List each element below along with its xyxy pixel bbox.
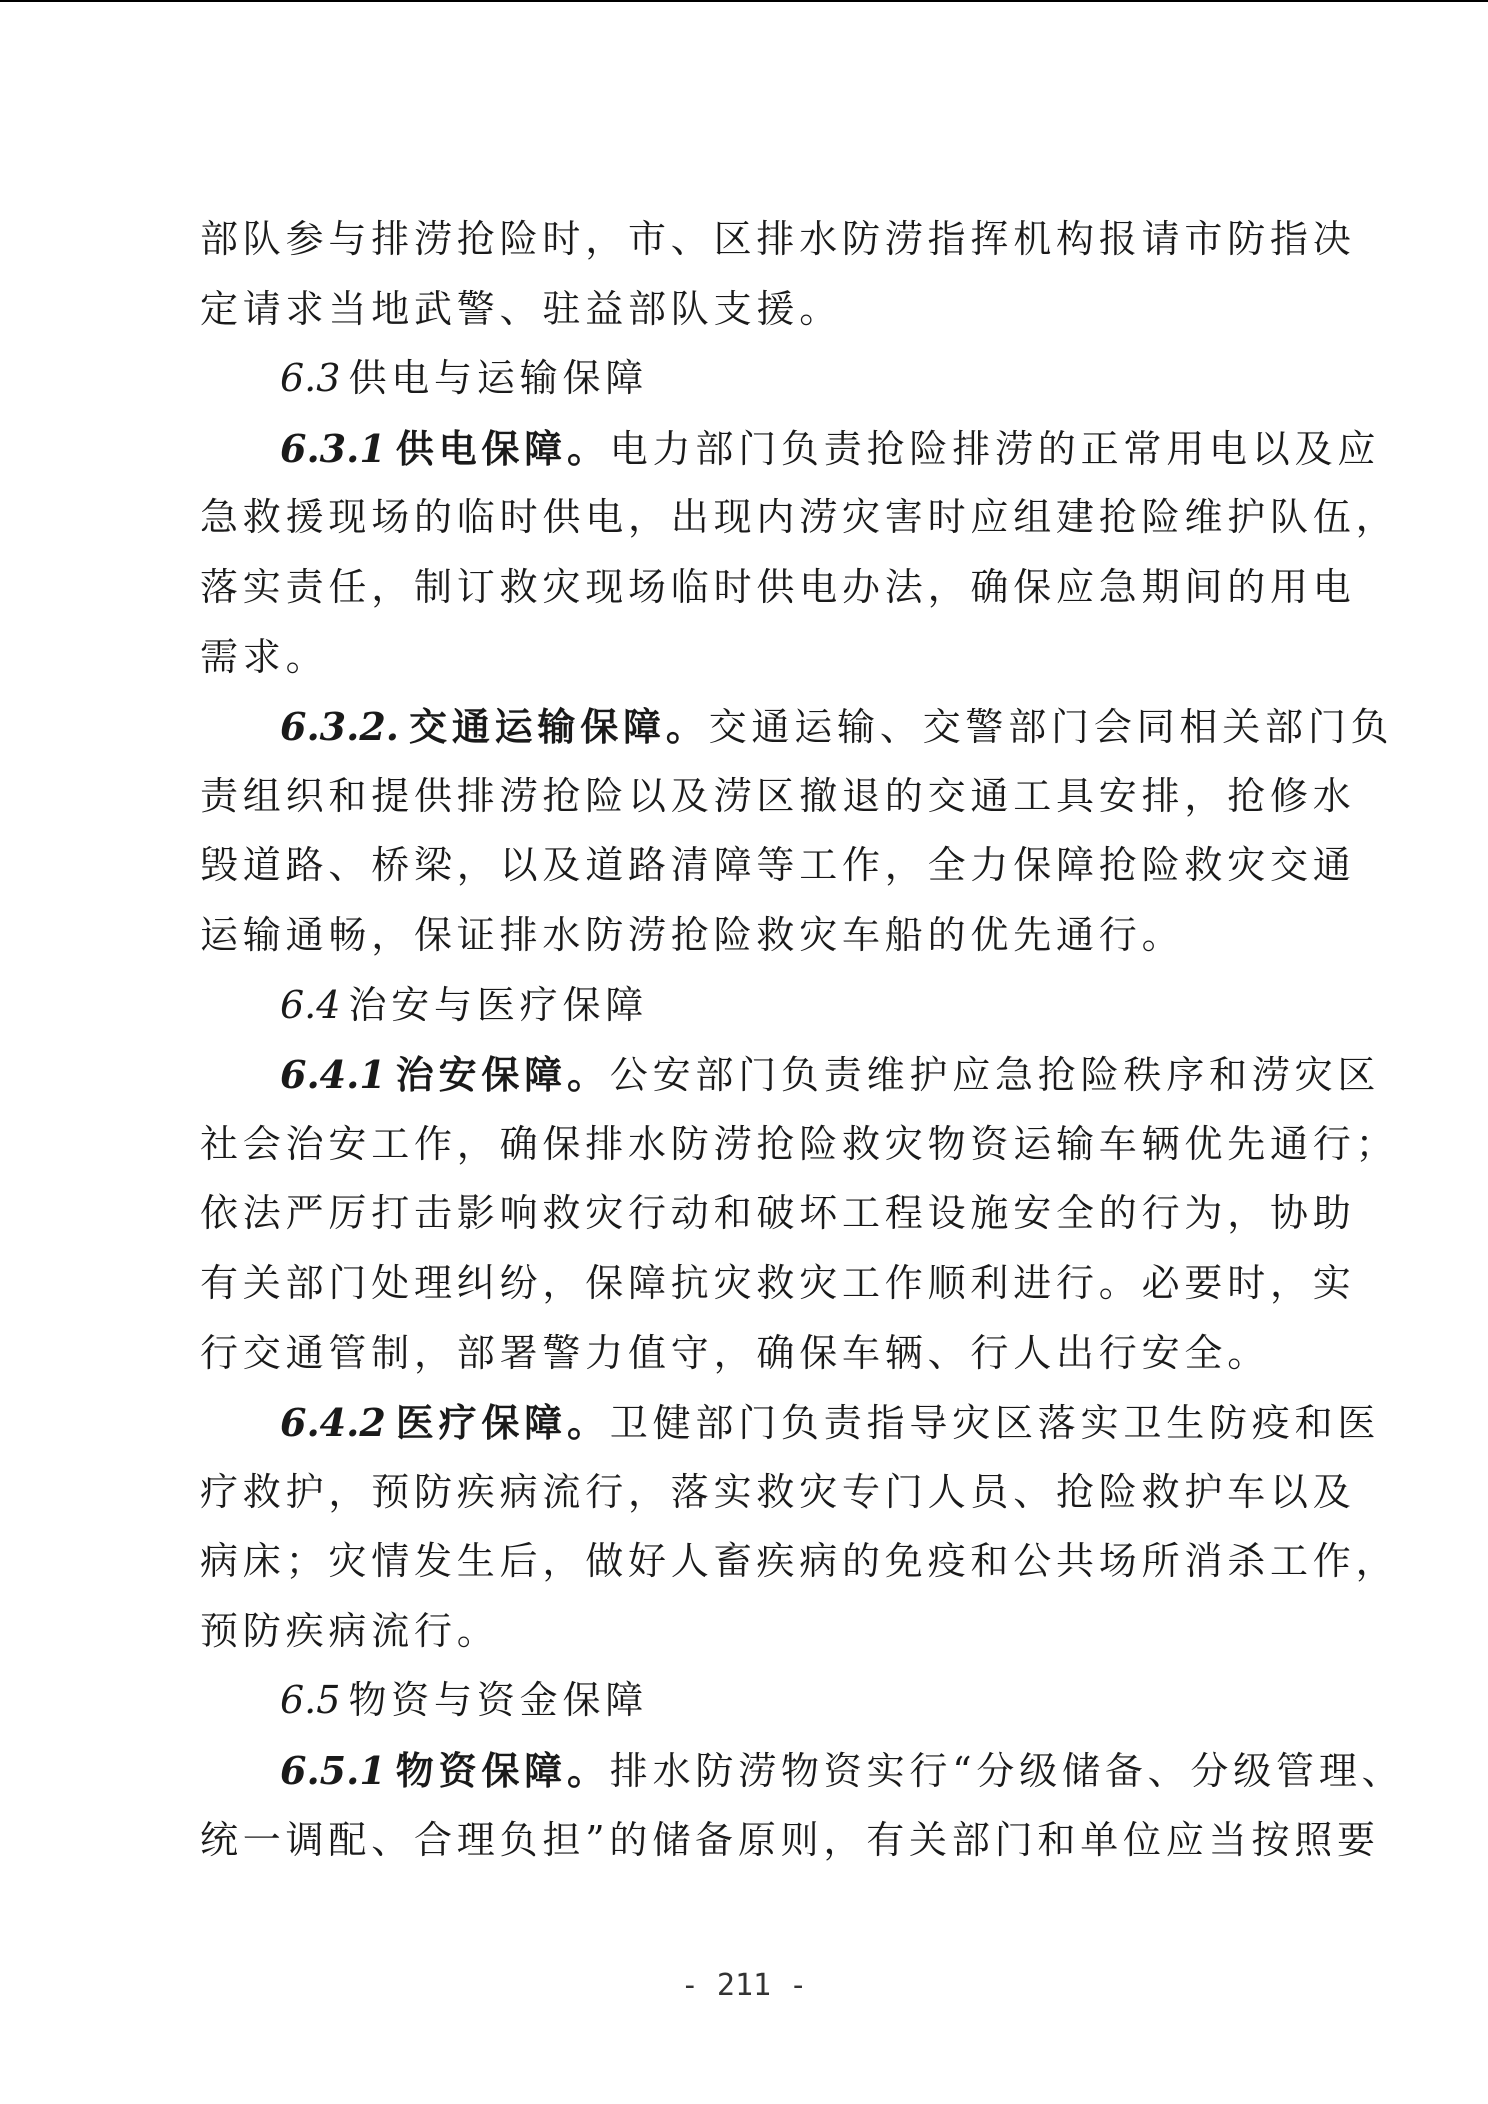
- section-heading: [200, 971, 1290, 1041]
- subsection-title: 治安保障。: [395, 1052, 610, 1098]
- subsection-number: 6.3.1: [280, 425, 386, 471]
- body-text-line: 急救援现场的临时供电，出现内涝灾害时应组建抢险维护队伍，: [200, 495, 1399, 540]
- page-number: - 211 -: [680, 1968, 808, 2003]
- section-heading: [200, 1666, 1290, 1736]
- subsection-title: 物资保障。: [395, 1748, 610, 1794]
- subsection-paragraph-start: [200, 1040, 1381, 1110]
- section-heading: [200, 344, 1290, 414]
- body-text-line: 落实责任，制订救灾现场临时供电办法，确保应急期间的用电: [200, 564, 1356, 609]
- subsection-number: 6.3.2.: [280, 704, 400, 750]
- body-text-line: 需求。: [200, 634, 329, 679]
- section-number: 6.4: [280, 982, 341, 1027]
- section-number: 6.3: [280, 356, 341, 401]
- subsection-text: 卫健部门负责指导灾区落实卫生防疫和医: [609, 1401, 1381, 1446]
- subsection-paragraph-start: [200, 414, 1381, 484]
- section-title: 治安与医疗保障: [348, 982, 649, 1027]
- subsection-text: 交通运输、交警部门会同相关部门负: [708, 705, 1394, 750]
- subsection-text: 电力部门负责抢险排涝的正常用电以及应: [609, 426, 1381, 471]
- document-body: [200, 205, 1405, 1875]
- body-text-line: 行交通管制，部署警力值守，确保车辆、行人出行安全。: [200, 1330, 1271, 1375]
- subsection-text: 公安部门负责维护应急抢险秩序和涝灾区: [609, 1053, 1381, 1098]
- subsection-paragraph-start: [200, 692, 1394, 762]
- body-text-line: 社会治安工作，确保排水防涝抢险救灾物资运输车辆优先通行；: [200, 1121, 1399, 1166]
- body-text-line: 预防疾病流行。: [200, 1608, 500, 1653]
- body-text-line: 责组织和提供排涝抢险以及涝区撤退的交通工具安排，抢修水: [200, 773, 1356, 818]
- body-text-line: 毁道路、桥梁，以及道路清障等工作，全力保障抢险救灾交通: [200, 843, 1356, 888]
- body-text-line: 依法严厉打击影响救灾行动和破坏工程设施安全的行为，协助: [200, 1191, 1356, 1236]
- subsection-title: 医疗保障。: [395, 1400, 610, 1446]
- body-text-line: 部队参与排涝抢险时，市、区排水防涝指挥机构报请市防指决: [200, 217, 1356, 261]
- subsection-number: 6.5.1: [280, 1748, 386, 1794]
- subsection-paragraph-start: [200, 1388, 1381, 1458]
- top-border-rule: [0, 0, 1488, 2]
- body-text-line: 统一调配、合理负担”的储备原则，有关部门和单位应当按照要: [200, 1817, 1380, 1862]
- subsection-title: 供电保障。: [395, 425, 610, 471]
- subsection-number: 6.4.1: [280, 1052, 386, 1098]
- section-number: 6.5: [280, 1678, 341, 1723]
- body-text-line: 有关部门处理纠纷，保障抗灾救灾工作顺利进行。必要时，实: [200, 1260, 1356, 1305]
- subsection-title: 交通运输保障。: [409, 704, 709, 750]
- subsection-number: 6.4.2: [280, 1400, 386, 1446]
- body-text-line: 定请求当地武警、驻益部队支援。: [200, 286, 843, 331]
- body-text-line: 疗救护，预防疾病流行，落实救灾专门人员、抢险救护车以及: [200, 1469, 1356, 1514]
- subsection-paragraph-start: [200, 1736, 1405, 1806]
- section-title: 物资与资金保障: [348, 1678, 649, 1723]
- subsection-text: 排水防涝物资实行“分级储备、分级管理、: [609, 1749, 1405, 1794]
- body-text-line: 病床；灾情发生后，做好人畜疾病的免疫和公共场所消杀工作，: [200, 1539, 1399, 1584]
- section-title: 供电与运输保障: [348, 356, 649, 401]
- body-text-line: 运输通畅，保证排水防涝抢险救灾车船的优先通行。: [200, 912, 1185, 957]
